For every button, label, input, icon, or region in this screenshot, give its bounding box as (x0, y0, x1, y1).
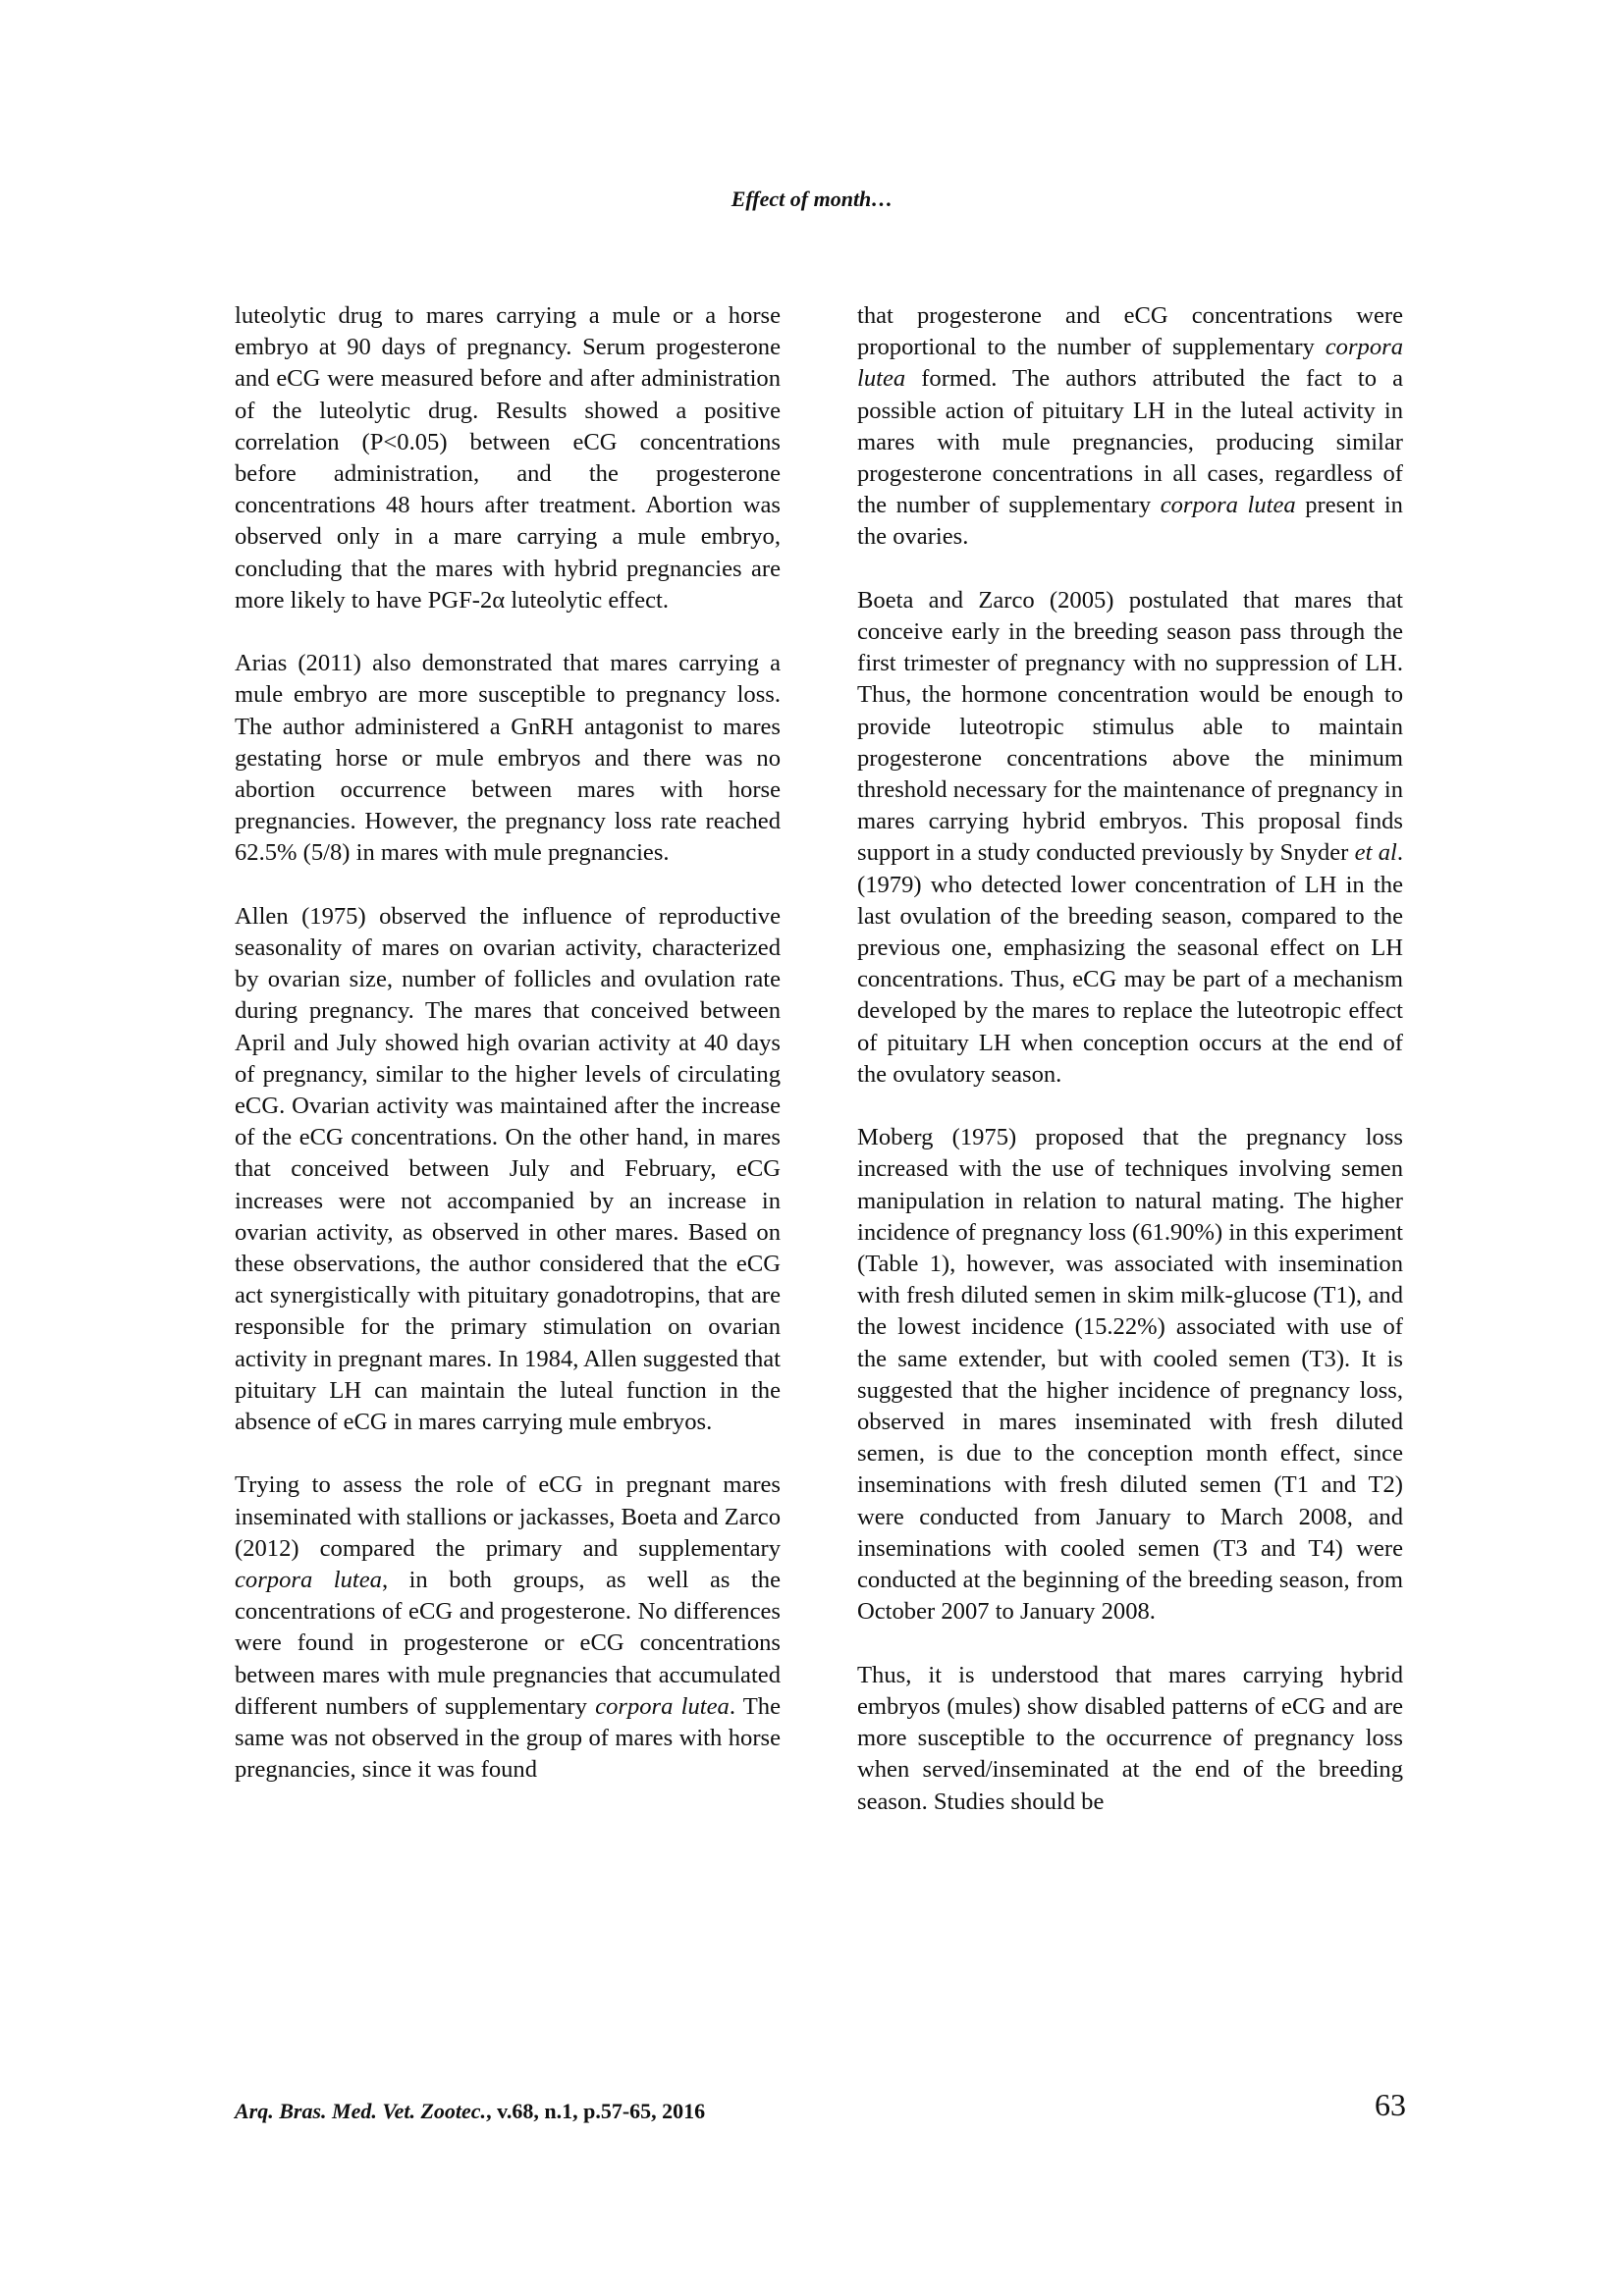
text-run: formed. The authors attributed the fact to a possible action of pituitary LH in the luteal activity in mares with mule pregnancies, producing similar progesterone concentrations in all cases, regardless of the number of supplementary (857, 365, 1403, 519)
text-run: , in both groups, as well as the concentrations of eCG and progesterone. No differences were found in progesterone or eCG concentrations between mares with mule pregnancies that accumulated different numbers of supplementary (235, 1567, 781, 1720)
running-title: Effect of month… (731, 187, 893, 211)
left-column (235, 300, 781, 1818)
text-run: Trying to assess the role of eCG in pregnant mares inseminated with stallions or jackasses, Boeta and Zarco (2012) compared the primary and supplementary (235, 1471, 781, 1562)
text-run: . (1979) who detected lower concentration of LH in the last ovulation of the breeding season, compared to the previous one, emphasizing the seasonal effect on LH concentrations. Thus, eCG may be part of a mechanism developed by the mares to replace the luteotropic effect of pituitary LH when conception occurs at the end of the ovulatory season. (857, 839, 1403, 1088)
right-column (857, 300, 1403, 1849)
journal-abbrev: Arq. Bras. Med. Vet. Zootec. (235, 2099, 487, 2123)
italic-term: et al (1354, 839, 1397, 867)
text-run: . The same was not observed in the group of mares with horse pregnancies, since it was found (235, 1692, 782, 1784)
paragraph: Allen (1975) observed the influence of reproductive seasonality of mares on ovarian activity, characterized by ovarian size, number of follicles and ovulation rate during pregnancy. The mares that conceived between April and July showed high ovarian activity at 40 days of pregnancy, similar to the higher levels of circulating eCG. Ovarian activity was maintained after the increase of the eCG concentrations. On the other hand, in mares that conceived between July and February, eCG increases were not accompanied by an increase in ovarian activity, as observed in other mares. Based on these observations, the author considered that the eCG act synergistically with pituitary gonadotropins, that are responsible for the primary stimulation on ovarian activity in pregnant mares. In 1984, Allen suggested that pituitary LH can maintain the luteal function in the absence of eCG in mares carrying mule embryos. (235, 902, 781, 1436)
paragraph: Arias (2011) also demonstrated that mares carrying a mule embryo are more susceptible to pregnancy loss. The author administered a GnRH antagonist to mares gestating horse or mule embryos and there was no abortion occurrence between mares with horse pregnancies. However, the pregnancy loss rate reached 62.5% (5/8) in mares with mule pregnancies. (235, 650, 781, 867)
volume-info: , v.68, n.1, p.57-65, 2016 (486, 2099, 706, 2123)
text-run: present in the ovaries. (857, 492, 1403, 551)
italic-term: corpora lutea (595, 1692, 730, 1720)
italic-term: corpora lutea (1160, 492, 1296, 519)
page-number: 63 (1375, 2087, 1406, 2122)
paragraph (235, 1469, 781, 1786)
text-run: that progesterone and eCG concentrations were proportional to the number of supplementary (857, 302, 1403, 361)
italic-term: corpora lutea (235, 1567, 382, 1594)
text-run: Boeta and Zarco (2005) postulated that mares that conceive early in the breeding season pass through the first trimester of pregnancy with no suppression of LH. Thus, the hormone concentration would be enough to provide luteotropic stimulus able to maintain progesterone concentrations above the minimum threshold necessary for the maintenance of pregnancy in mares carrying hybrid embryos. This proposal finds support in a study conducted previously by Snyder (857, 586, 1403, 867)
footer-citation (235, 2099, 705, 2124)
paragraph (857, 300, 1403, 554)
paragraph: Moberg (1975) proposed that the pregnancy loss increased with the use of techniques involving semen manipulation in relation to natural mating. The higher incidence of pregnancy loss (61.90%) in this experiment (Table 1), however, was associated with insemination with fresh diluted semen in skim milk-glucose (T1), and the lowest incidence (15.22%) associated with use of the same extender, but with cooled semen (T3). It is suggested that the higher incidence of pregnancy loss, observed in mares inseminated with fresh diluted semen, is due to the conception month effect, since inseminations with fresh diluted semen (T1 and T2) were conducted from January to March 2008, and inseminations with cooled semen (T3 and T4) were conducted at the beginning of the breeding season, from October 2007 to January 2008. (857, 1124, 1403, 1626)
paragraph (857, 585, 1403, 1091)
italic-term: corpora lutea (857, 334, 1403, 393)
paragraph: luteolytic drug to mares carrying a mule or a horse embryo at 90 days of pregnancy. Serum progesterone and eCG were measured before and after administration of the luteolytic drug. Results showed a positive correlation (P<0.05) between eCG concentrations before administration, and the progesterone concentrations 48 hours after treatment. Abortion was observed only in a mare carrying a mule embryo, concluding that the mares with hybrid pregnancies are more likely to have PGF-2α luteolytic effect. (235, 302, 781, 614)
paragraph: Thus, it is understood that mares carrying hybrid embryos (mules) show disabled patterns of eCG and are more susceptible to the occurrence of pregnancy loss when served/inseminated at the end of the breeding season. Studies should be (857, 1661, 1403, 1815)
